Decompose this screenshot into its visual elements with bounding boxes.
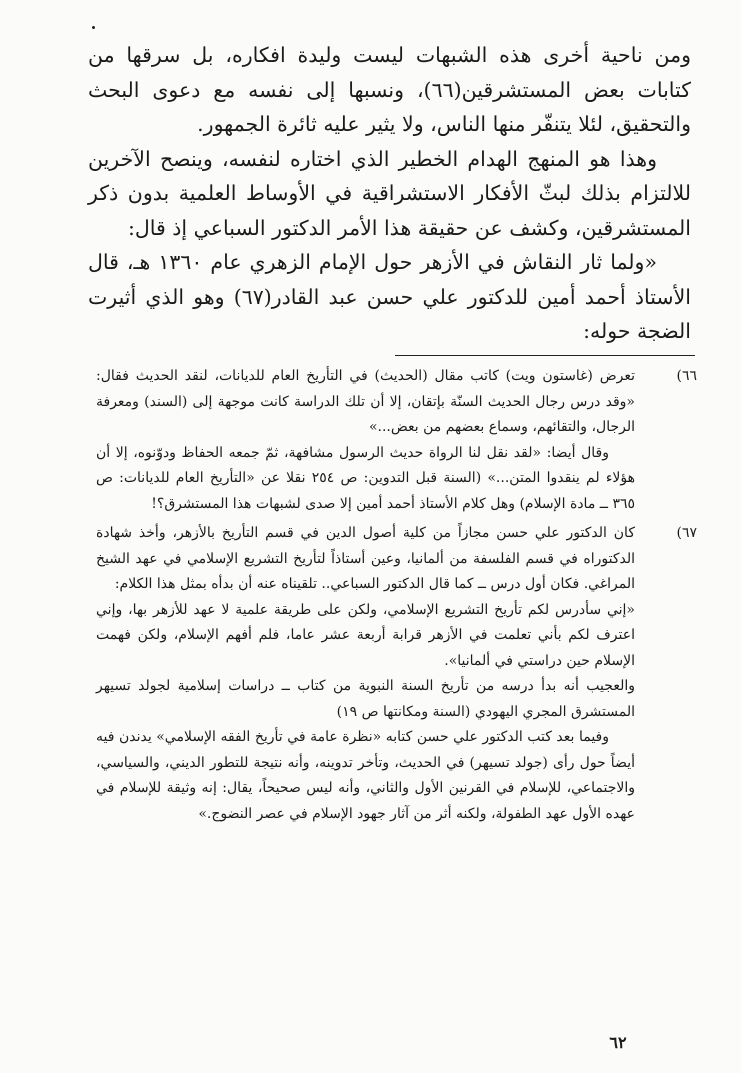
page-number: ٦٢ (609, 1033, 627, 1052)
footnote-paragraph: وقال أيضا: «لقد نقل لنا الرواة حديث الرسول مشافهة، ثمّ جمعه الحفاظ ودوّنوه، إلا أن هؤلاء لم ينقدوا المتن...» (السنة قبل التدوين: ص ٢٥٤ نقلا عن «التأريخ العام للديانات: ص ٣٦٥ ــ مادة الإسلام) وهل كلام الأستاذ أحمد أمين إلا صدى لشبهات هذا المستشرق؟! (96, 444, 635, 512)
footnote-paragraph: كان الدكتور علي حسن مجازاً من كلية أصول الدين في قسم التأريخ بالأزهر، وأخذ شهادة الدكتوراه في قسم الفلسفة من ألمانيا، وعين أستاذاً لتأريخ التشريع الإسلامي في عهد الشيخ المراغي. فكان أول درس ــ كما قال الدكتور السباعي.. تلقيناه عنه أن بدأه بمثل هذا الكلام: (96, 525, 635, 592)
footnotes (96, 364, 697, 831)
body-paragraph-1: ومن ناحية أخرى هذه الشبهات ليست وليدة افكاره، بل سرقها من كتابات بعض المستشرقين(٦٦)، ونسبها إلى نفسه مع دعوى البحث والتحقيق، لئلا يتنفّر منها الناس، ولا يثير عليه ثائرة الجمهور. (88, 43, 692, 136)
main-text (88, 38, 691, 349)
footnote-number: ٦٧) (676, 525, 697, 541)
corner-dot (92, 26, 95, 29)
footnote-paragraph: تعرض (غاستون ويت) كاتب مقال (الحديث) في التأريخ العام للديانات، لنقد الحديث فقال: «وقد درس رجال الحديث السنّة بإتقان، إلا أن تلك الدراسة كانت موجهة إلى (السند) ومعرفة الرجال، والتقائهم، وسماع بعضهم من بعض...» (96, 368, 635, 435)
footnote-67 (96, 521, 697, 827)
footnote-separator (395, 355, 695, 356)
footnote-paragraph: وفيما بعد كتب الدكتور علي حسن كتابه «نظرة عامة في تأريخ الفقه الإسلامي» يدندن فيه أيضاً حول رأى (جولد تسيهر) في الحديث، وتأخر تدوينه، وأنه نتيجة للتطور الديني، والسياسي، والاجتماعي، للإسلام في القرنين الأول والثاني، وأنه ليس صحيحاً، يقال: إنه وثيقة للإسلام في عهده الأول عهد الطفولة، ولكنه أثر من آثار جهود الإسلام في عصر النضوج.» (96, 729, 635, 822)
footnote-paragraph: «إني سأدرس لكم تأريخ التشريع الإسلامي، ولكن على طريقة علمية لا عهد للأزهر بها، وإني اعترف لكم بأني تعلمت في الأزهر قرابة أربعة عشر عاما، فلم أفهم الإسلام، ولكن فهمت الإسلام حين دراستي في ألمانيا». (96, 601, 635, 669)
footnote-number: ٦٦) (676, 368, 697, 384)
footnote-66 (96, 364, 697, 517)
footnote-paragraph: والعجيب أنه بدأ درسه من تأريخ السنة النبوية من كتاب ــ دراسات إسلامية لجولد تسيهر المستشرق المجري اليهودي (السنة ومكانتها ص ١٩) (96, 678, 635, 720)
body-paragraph-2: وهذا هو المنهج الهدام الخطير الذي اختاره لنفسه، وينصح الآخرين للالتزام بذلك لبثّ الأفكار الاستشراقية في الأوساط العلمية بدون ذكر المستشرقين، وكشف عن حقيقة هذا الأمر الدكتور السباعي إذ قال: (88, 146, 691, 240)
body-paragraph-3: «ولما ثار النقاش في الأزهر حول الإمام الزهري عام ١٣٦٠ هـ، قال الأستاذ أحمد أمين للدكتور علي حسن عبد القادر(٦٧) وهو الذي أثيرت الضجة حوله: (88, 250, 691, 343)
